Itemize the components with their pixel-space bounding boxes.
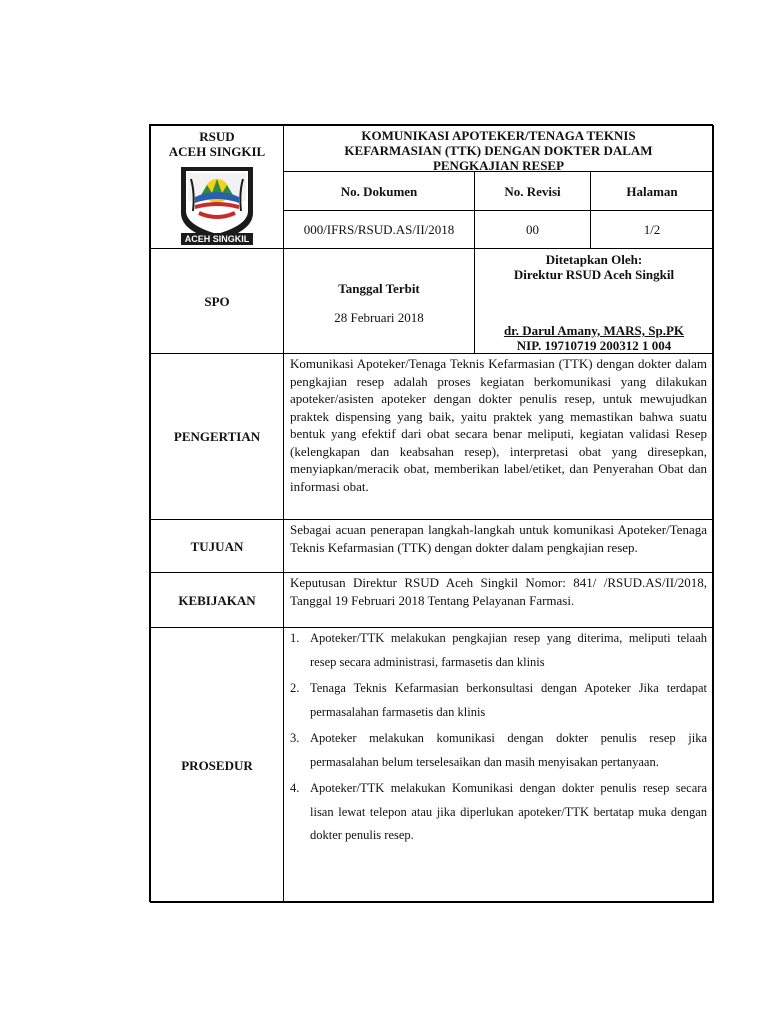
direktur-title: Direktur RSUD Aceh Singkil xyxy=(513,267,675,282)
prosedur-step-text: Apoteker melakukan komunikasi dengan dokter penulis resep jika permasalahan belum terselesaikan dan masih menyisakan pertanyaan. xyxy=(310,731,707,769)
prosedur-step-text: Apoteker/TTK melakukan Komunikasi dengan dokter penulis resep secara lisan lewat telepon atau jika diperlukan apoteker/TTK bertatap muka dengan dokter penulis resep. xyxy=(310,781,707,842)
pengertian-label-cell xyxy=(150,353,284,520)
kebijakan-text-cell xyxy=(283,572,714,628)
sop-document xyxy=(149,124,713,902)
tanggal-terbit-label: Tanggal Terbit xyxy=(338,281,420,296)
pengertian-label: PENGERTIAN xyxy=(173,429,261,444)
halaman-label: Halaman xyxy=(626,183,678,199)
no-revisi-value-cell xyxy=(474,210,591,249)
prosedur-list xyxy=(284,627,713,848)
ditetapkan-label: Ditetapkan Oleh: xyxy=(545,252,643,267)
kebijakan-label-cell xyxy=(150,572,284,628)
org-cell xyxy=(150,125,284,249)
prosedur-step xyxy=(290,627,707,674)
prosedur-step-number: 2. xyxy=(290,681,300,695)
org-name-line2: ACEH SINGKIL xyxy=(168,144,266,159)
prosedur-step-number: 4. xyxy=(290,781,300,795)
halaman-value: 1/2 xyxy=(643,222,661,237)
no-dokumen-label-cell xyxy=(283,171,475,211)
tujuan-label-cell xyxy=(150,519,284,573)
spo-label: SPO xyxy=(204,293,230,309)
tujuan-text: Sebagai acuan penerapan langkah-langkah untuk komunikasi Apoteker/Tenaga Teknis Kefarmasian (TTK) dengan dokter dalam pengkajian resep. xyxy=(290,522,707,555)
tanggal-terbit-cell xyxy=(283,248,475,354)
org-name-line1: RSUD xyxy=(199,129,235,144)
pengertian-text-cell xyxy=(283,353,714,520)
no-revisi-value: 00 xyxy=(526,222,539,237)
tujuan-label: TUJUAN xyxy=(190,538,244,554)
kebijakan-label: KEBIJAKAN xyxy=(178,592,256,608)
prosedur-label: PROSEDUR xyxy=(181,757,253,773)
tanggal-terbit-value: 28 Februari 2018 xyxy=(334,310,424,325)
signer-name: dr. Darul Amany, MARS, Sp.PK xyxy=(503,323,685,338)
no-revisi-label-cell xyxy=(474,171,591,211)
halaman-label-cell xyxy=(590,171,714,211)
tujuan-text-cell xyxy=(283,519,714,573)
halaman-value-cell xyxy=(590,210,714,249)
document-title: KOMUNIKASI APOTEKER/TENAGA TEKNIS KEFARMASIAN (TTK) DENGAN DOKTER DALAM PENGKAJIAN RESEP xyxy=(344,128,653,173)
prosedur-text-cell xyxy=(283,627,714,903)
no-dokumen-value-cell xyxy=(283,210,475,249)
prosedur-step-text: Tenaga Teknis Kefarmasian berkonsultasi dengan Apoteker Jika terdapat permasalahan farmasetis dan klinis xyxy=(310,681,707,719)
ditetapkan-cell xyxy=(474,248,714,354)
signer-nip: NIP. 19710719 200312 1 004 xyxy=(516,338,672,353)
prosedur-step-text: Apoteker/TTK melakukan pengkajian resep yang diterima, meliputi telaah resep secara administrasi, farmasetis dan klinis xyxy=(310,631,707,669)
kebijakan-text: Keputusan Direktur RSUD Aceh Singkil Nomor: 841/ /RSUD.AS/II/2018, Tanggal 19 Februari 2018 Tentang Pelayanan Farmasi. xyxy=(290,575,707,608)
no-dokumen-value: 000/IFRS/RSUD.AS/II/2018 xyxy=(303,222,455,237)
title-cell xyxy=(283,125,714,172)
pengertian-text: Komunikasi Apoteker/Tenaga Teknis Kefarmasian (TTK) dengan dokter dalam pengkajian resep adalah proses kegiatan berkomunikasi yang dilakukan apoteker/asisten apoteker dengan dokter penulis resep, untuk mewujudkan praktek dispensing yang baik, yaitu praktek yang memastikan bahwa suatu bentuk yang efektif dari obat secara benar meliputi, kegiatan validasi Resep (kelengkapan dan keabsahan resep), interpretasi obat yang diresepkan, menyiapkan/meracik obat, memberikan label/etiket, dan Penyerahan Obat dan informasi obat. xyxy=(290,356,707,494)
no-dokumen-label: No. Dokumen xyxy=(340,183,418,199)
prosedur-step-number: 3. xyxy=(290,731,300,745)
logo-banner-text: ACEH SINGKIL xyxy=(184,234,250,244)
prosedur-step xyxy=(290,727,707,774)
prosedur-step-number: 1. xyxy=(290,631,300,645)
spo-label-cell xyxy=(150,248,284,354)
prosedur-step xyxy=(290,677,707,724)
no-revisi-label: No. Revisi xyxy=(504,183,561,199)
prosedur-step xyxy=(290,777,707,848)
prosedur-label-cell xyxy=(150,627,284,903)
